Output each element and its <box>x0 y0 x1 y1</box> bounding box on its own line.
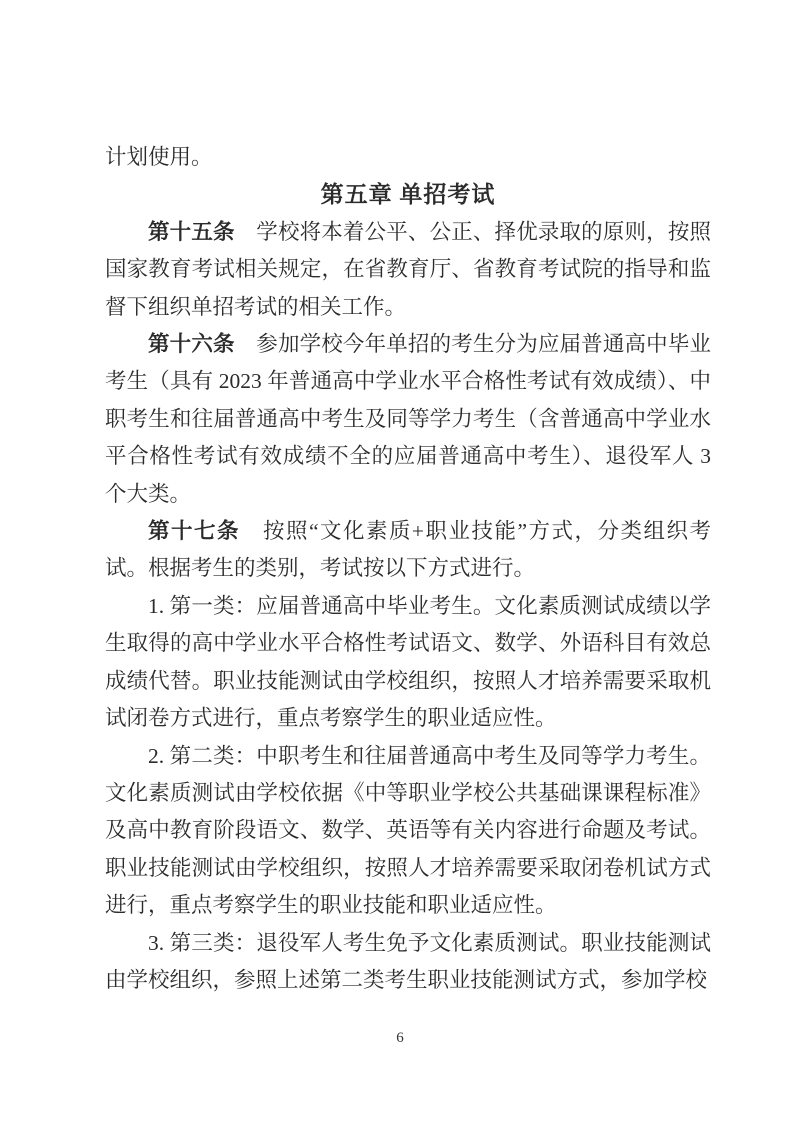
article-17-number: 第十七条 <box>148 519 240 544</box>
article-15-number: 第十五条 <box>148 219 235 244</box>
chapter-heading: 第五章 单招考试 <box>320 182 496 208</box>
paragraph-continuation: 计划使用。 <box>105 145 213 169</box>
document-body <box>105 139 711 999</box>
article-17-text: 按照“文化素质+职业技能”方式，分类组织考试。根据考生的类别，考试按以下方式进行。 <box>105 519 711 581</box>
article-15-text: 学校将本着公平、公正、择优录取的原则，按照国家教育考试相关规定，在省教育厅、省教育考试院的指导和监督下组织单招考试的相关工作。 <box>105 219 711 319</box>
article-16-paragraph <box>105 326 711 513</box>
article-15-paragraph <box>105 214 711 326</box>
list-item-category-2: 2. 第二类：中职考生和往届普通高中考生及同等学力考生。文化素质测试由学校依据《中等职业学校公共基础课课程标准》及高中教育阶段语文、数学、英语等有关内容进行命题及考试。职业技能测试由学校组织，按照人才培养需要采取闭卷机试方式进行，重点考察学生的职业技能和职业适应性。 <box>105 743 711 918</box>
list-item-category-3: 3. 第三类：退役军人考生免予文化素质测试。职业技能测试由学校组织，参照上述第二类考生职业技能测试方式，参加学校 <box>105 930 711 992</box>
article-17-paragraph <box>105 513 711 588</box>
article-16-text: 参加学校今年单招的考生分为应届普通高中毕业考生（具有 2023 年普通高中学业水平合格性考试有效成绩）、中职考生和往届普通高中考生及同等学力考生（含普通高中学业水平合格性考试有效成绩不全的应届普通高中考生）、退役军人 3 个大类。 <box>105 332 711 506</box>
page-number: 6 <box>396 1030 404 1046</box>
article-16-number: 第十六条 <box>148 332 235 357</box>
list-item-category-1: 1. 第一类：应届普通高中毕业考生。文化素质测试成绩以学生取得的高中学业水平合格性考试语文、数学、外语科目有效总成绩代替。职业技能测试由学校组织，按照人才培养需要采取机试闭卷方式进行，重点考察学生的职业适应性。 <box>105 593 711 731</box>
